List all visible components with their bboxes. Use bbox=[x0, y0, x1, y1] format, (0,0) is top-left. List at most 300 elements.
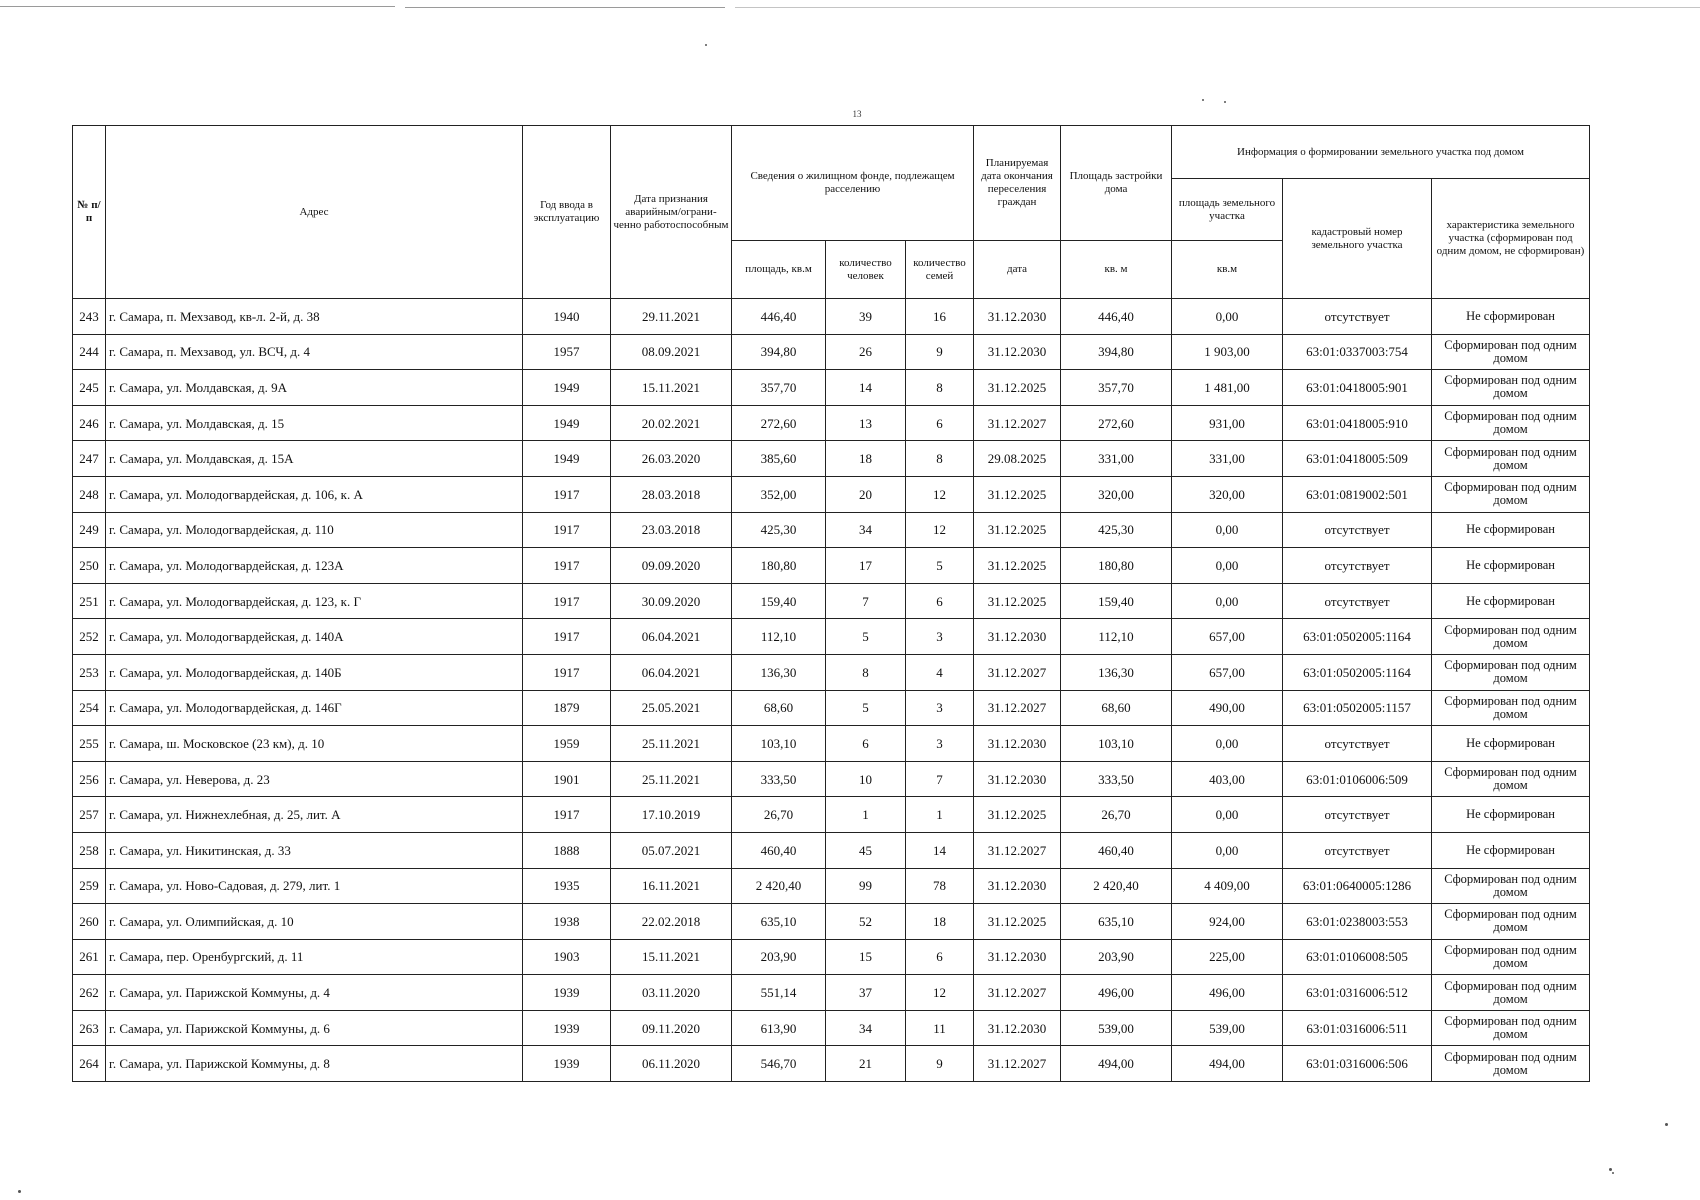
cadastral-number-cell: отсутствует bbox=[1283, 797, 1432, 833]
address-cell: г. Самара, п. Мехзавод, кв-л. 2-й, д. 38 bbox=[106, 299, 523, 335]
family-count-cell: 11 bbox=[906, 1010, 974, 1046]
land-status-cell: Сформирован под одним домом bbox=[1432, 654, 1590, 690]
people-count-cell: 20 bbox=[826, 476, 906, 512]
relocation-date-cell: 31.12.2027 bbox=[974, 832, 1061, 868]
relocation-date-cell: 31.12.2025 bbox=[974, 370, 1061, 406]
building-area-cell: 539,00 bbox=[1061, 1010, 1172, 1046]
row-number-cell: 243 bbox=[73, 299, 106, 335]
building-area-cell: 331,00 bbox=[1061, 441, 1172, 477]
building-area-cell: 460,40 bbox=[1061, 832, 1172, 868]
building-area-cell: 394,80 bbox=[1061, 334, 1172, 370]
scan-edge-line bbox=[405, 7, 725, 8]
land-status-cell: Сформирован под одним домом bbox=[1432, 405, 1590, 441]
year-cell: 1917 bbox=[523, 654, 611, 690]
land-status-cell: Сформирован под одним домом bbox=[1432, 868, 1590, 904]
table-row bbox=[73, 797, 1590, 833]
year-cell: 1939 bbox=[523, 975, 611, 1011]
year-cell: 1879 bbox=[523, 690, 611, 726]
cadastral-number-cell: 63:01:0106006:509 bbox=[1283, 761, 1432, 797]
table-row bbox=[73, 1046, 1590, 1082]
area-cell: 635,10 bbox=[732, 904, 826, 940]
date-recognized-cell: 06.04.2021 bbox=[611, 654, 732, 690]
people-count-cell: 26 bbox=[826, 334, 906, 370]
date-recognized-cell: 06.04.2021 bbox=[611, 619, 732, 655]
date-recognized-cell: 06.11.2020 bbox=[611, 1046, 732, 1082]
area-cell: 112,10 bbox=[732, 619, 826, 655]
year-cell: 1917 bbox=[523, 476, 611, 512]
row-number-cell: 255 bbox=[73, 726, 106, 762]
relocation-date-cell: 31.12.2030 bbox=[974, 619, 1061, 655]
table-row bbox=[73, 299, 1590, 335]
header-area: площадь, кв.м bbox=[732, 241, 826, 299]
date-recognized-cell: 16.11.2021 bbox=[611, 868, 732, 904]
scan-speck bbox=[1612, 1172, 1614, 1174]
building-area-cell: 159,40 bbox=[1061, 583, 1172, 619]
date-recognized-cell: 08.09.2021 bbox=[611, 334, 732, 370]
land-area-cell: 657,00 bbox=[1172, 619, 1283, 655]
header-land-characteristic: характеристика земельного участка (сформирован под одним домом, не сформирован) bbox=[1432, 179, 1590, 299]
land-status-cell: Сформирован под одним домом bbox=[1432, 1046, 1590, 1082]
address-cell: г. Самара, ул. Молодогвардейская, д. 140Б bbox=[106, 654, 523, 690]
land-area-cell: 0,00 bbox=[1172, 583, 1283, 619]
area-cell: 546,70 bbox=[732, 1046, 826, 1082]
building-area-cell: 136,30 bbox=[1061, 654, 1172, 690]
land-area-cell: 494,00 bbox=[1172, 1046, 1283, 1082]
land-status-cell: Сформирован под одним домом bbox=[1432, 975, 1590, 1011]
year-cell: 1949 bbox=[523, 405, 611, 441]
area-cell: 446,40 bbox=[732, 299, 826, 335]
land-area-cell: 539,00 bbox=[1172, 1010, 1283, 1046]
cadastral-number-cell: 63:01:0316006:512 bbox=[1283, 975, 1432, 1011]
land-status-cell: Не сформирован bbox=[1432, 726, 1590, 762]
address-cell: г. Самара, ул. Никитинская, д. 33 bbox=[106, 832, 523, 868]
land-area-cell: 0,00 bbox=[1172, 832, 1283, 868]
address-cell: г. Самара, ул. Парижской Коммуны, д. 6 bbox=[106, 1010, 523, 1046]
table-row bbox=[73, 370, 1590, 406]
relocation-date-cell: 31.12.2030 bbox=[974, 726, 1061, 762]
cadastral-number-cell: 63:01:0316006:511 bbox=[1283, 1010, 1432, 1046]
address-cell: г. Самара, ул. Нижнехлебная, д. 25, лит. А bbox=[106, 797, 523, 833]
building-area-cell: 2 420,40 bbox=[1061, 868, 1172, 904]
people-count-cell: 7 bbox=[826, 583, 906, 619]
family-count-cell: 6 bbox=[906, 405, 974, 441]
cadastral-number-cell: 63:01:0418005:509 bbox=[1283, 441, 1432, 477]
date-recognized-cell: 03.11.2020 bbox=[611, 975, 732, 1011]
cadastral-number-cell: 63:01:0502005:1164 bbox=[1283, 654, 1432, 690]
row-number-cell: 263 bbox=[73, 1010, 106, 1046]
address-cell: г. Самара, ул. Неверова, д. 23 bbox=[106, 761, 523, 797]
area-cell: 2 420,40 bbox=[732, 868, 826, 904]
row-number-cell: 244 bbox=[73, 334, 106, 370]
cadastral-number-cell: 63:01:0418005:901 bbox=[1283, 370, 1432, 406]
row-number-cell: 246 bbox=[73, 405, 106, 441]
family-count-cell: 8 bbox=[906, 370, 974, 406]
address-cell: г. Самара, ул. Молдавская, д. 9А bbox=[106, 370, 523, 406]
land-status-cell: Сформирован под одним домом bbox=[1432, 939, 1590, 975]
date-recognized-cell: 25.05.2021 bbox=[611, 690, 732, 726]
scan-speck bbox=[1202, 99, 1204, 101]
year-cell: 1938 bbox=[523, 904, 611, 940]
land-area-cell: 320,00 bbox=[1172, 476, 1283, 512]
building-area-cell: 272,60 bbox=[1061, 405, 1172, 441]
address-cell: г. Самара, ул. Молдавская, д. 15 bbox=[106, 405, 523, 441]
header-land-group: Информация о формировании земельного участка под домом bbox=[1172, 126, 1590, 179]
land-status-cell: Не сформирован bbox=[1432, 832, 1590, 868]
table-row bbox=[73, 761, 1590, 797]
row-number-cell: 245 bbox=[73, 370, 106, 406]
land-area-cell: 0,00 bbox=[1172, 726, 1283, 762]
year-cell: 1917 bbox=[523, 619, 611, 655]
row-number-cell: 250 bbox=[73, 548, 106, 584]
cadastral-number-cell: отсутствует bbox=[1283, 512, 1432, 548]
address-cell: г. Самара, ул. Парижской Коммуны, д. 4 bbox=[106, 975, 523, 1011]
table-row bbox=[73, 334, 1590, 370]
relocation-date-cell: 31.12.2030 bbox=[974, 299, 1061, 335]
scan-speck bbox=[1609, 1168, 1612, 1171]
family-count-cell: 8 bbox=[906, 441, 974, 477]
table-row bbox=[73, 619, 1590, 655]
building-area-cell: 103,10 bbox=[1061, 726, 1172, 762]
year-cell: 1939 bbox=[523, 1046, 611, 1082]
year-cell: 1903 bbox=[523, 939, 611, 975]
land-status-cell: Сформирован под одним домом bbox=[1432, 619, 1590, 655]
year-cell: 1957 bbox=[523, 334, 611, 370]
building-area-cell: 496,00 bbox=[1061, 975, 1172, 1011]
table-row bbox=[73, 405, 1590, 441]
header-relocation-planned: Планируемая дата окончания переселения граждан bbox=[974, 126, 1061, 241]
cadastral-number-cell: отсутствует bbox=[1283, 299, 1432, 335]
relocation-date-cell: 31.12.2027 bbox=[974, 690, 1061, 726]
people-count-cell: 5 bbox=[826, 619, 906, 655]
scan-speck bbox=[705, 44, 707, 46]
header-year-commissioned: Год ввода в эксплуатацию bbox=[523, 126, 611, 299]
people-count-cell: 10 bbox=[826, 761, 906, 797]
row-number-cell: 258 bbox=[73, 832, 106, 868]
header-people-count: количество человек bbox=[826, 241, 906, 299]
scan-edge-line bbox=[735, 7, 1700, 8]
relocation-date-cell: 31.12.2027 bbox=[974, 654, 1061, 690]
table-row bbox=[73, 441, 1590, 477]
cadastral-number-cell: 63:01:0502005:1164 bbox=[1283, 619, 1432, 655]
date-recognized-cell: 30.09.2020 bbox=[611, 583, 732, 619]
family-count-cell: 78 bbox=[906, 868, 974, 904]
year-cell: 1917 bbox=[523, 797, 611, 833]
building-area-cell: 357,70 bbox=[1061, 370, 1172, 406]
table-row bbox=[73, 904, 1590, 940]
address-cell: г. Самара, ул. Молодогвардейская, д. 140А bbox=[106, 619, 523, 655]
family-count-cell: 7 bbox=[906, 761, 974, 797]
row-number-cell: 261 bbox=[73, 939, 106, 975]
building-area-cell: 203,90 bbox=[1061, 939, 1172, 975]
land-area-cell: 403,00 bbox=[1172, 761, 1283, 797]
year-cell: 1940 bbox=[523, 299, 611, 335]
people-count-cell: 34 bbox=[826, 1010, 906, 1046]
people-count-cell: 21 bbox=[826, 1046, 906, 1082]
people-count-cell: 1 bbox=[826, 797, 906, 833]
cadastral-number-cell: отсутствует bbox=[1283, 583, 1432, 619]
area-cell: 68,60 bbox=[732, 690, 826, 726]
address-cell: г. Самара, ул. Молодогвардейская, д. 106, к. А bbox=[106, 476, 523, 512]
building-area-cell: 26,70 bbox=[1061, 797, 1172, 833]
year-cell: 1949 bbox=[523, 441, 611, 477]
land-area-cell: 0,00 bbox=[1172, 797, 1283, 833]
land-status-cell: Сформирован под одним домом bbox=[1432, 441, 1590, 477]
header-row-number: № п/п bbox=[73, 126, 106, 299]
family-count-cell: 5 bbox=[906, 548, 974, 584]
people-count-cell: 18 bbox=[826, 441, 906, 477]
family-count-cell: 12 bbox=[906, 512, 974, 548]
area-cell: 272,60 bbox=[732, 405, 826, 441]
building-area-cell: 68,60 bbox=[1061, 690, 1172, 726]
table-row bbox=[73, 512, 1590, 548]
table-row bbox=[73, 832, 1590, 868]
relocation-date-cell: 31.12.2025 bbox=[974, 512, 1061, 548]
family-count-cell: 3 bbox=[906, 726, 974, 762]
cadastral-number-cell: 63:01:0502005:1157 bbox=[1283, 690, 1432, 726]
family-count-cell: 14 bbox=[906, 832, 974, 868]
building-area-cell: 635,10 bbox=[1061, 904, 1172, 940]
date-recognized-cell: 22.02.2018 bbox=[611, 904, 732, 940]
address-cell: г. Самара, ул. Молдавская, д. 15А bbox=[106, 441, 523, 477]
land-status-cell: Сформирован под одним домом bbox=[1432, 761, 1590, 797]
page-number: 13 bbox=[852, 109, 862, 119]
family-count-cell: 12 bbox=[906, 476, 974, 512]
relocation-date-cell: 31.12.2025 bbox=[974, 476, 1061, 512]
land-area-cell: 1 903,00 bbox=[1172, 334, 1283, 370]
family-count-cell: 18 bbox=[906, 904, 974, 940]
date-recognized-cell: 15.11.2021 bbox=[611, 939, 732, 975]
address-cell: г. Самара, ул. Ново-Садовая, д. 279, лит. 1 bbox=[106, 868, 523, 904]
row-number-cell: 260 bbox=[73, 904, 106, 940]
family-count-cell: 3 bbox=[906, 619, 974, 655]
date-recognized-cell: 17.10.2019 bbox=[611, 797, 732, 833]
table-row bbox=[73, 868, 1590, 904]
land-area-cell: 924,00 bbox=[1172, 904, 1283, 940]
header-building-area: Площадь застройки дома bbox=[1061, 126, 1172, 241]
row-number-cell: 262 bbox=[73, 975, 106, 1011]
table-row bbox=[73, 1010, 1590, 1046]
emergency-housing-table bbox=[72, 125, 1590, 1082]
row-number-cell: 253 bbox=[73, 654, 106, 690]
land-area-cell: 0,00 bbox=[1172, 548, 1283, 584]
header-relocation-date: дата bbox=[974, 241, 1061, 299]
address-cell: г. Самара, ул. Олимпийская, д. 10 bbox=[106, 904, 523, 940]
date-recognized-cell: 09.11.2020 bbox=[611, 1010, 732, 1046]
date-recognized-cell: 09.09.2020 bbox=[611, 548, 732, 584]
building-area-cell: 446,40 bbox=[1061, 299, 1172, 335]
land-status-cell: Не сформирован bbox=[1432, 548, 1590, 584]
relocation-date-cell: 29.08.2025 bbox=[974, 441, 1061, 477]
relocation-date-cell: 31.12.2030 bbox=[974, 334, 1061, 370]
people-count-cell: 39 bbox=[826, 299, 906, 335]
area-cell: 103,10 bbox=[732, 726, 826, 762]
cadastral-number-cell: отсутствует bbox=[1283, 548, 1432, 584]
year-cell: 1888 bbox=[523, 832, 611, 868]
land-area-cell: 496,00 bbox=[1172, 975, 1283, 1011]
area-cell: 180,80 bbox=[732, 548, 826, 584]
table-row bbox=[73, 939, 1590, 975]
relocation-date-cell: 31.12.2030 bbox=[974, 761, 1061, 797]
row-number-cell: 247 bbox=[73, 441, 106, 477]
people-count-cell: 8 bbox=[826, 654, 906, 690]
family-count-cell: 4 bbox=[906, 654, 974, 690]
relocation-date-cell: 31.12.2025 bbox=[974, 904, 1061, 940]
relocation-date-cell: 31.12.2025 bbox=[974, 583, 1061, 619]
land-status-cell: Не сформирован bbox=[1432, 512, 1590, 548]
header-address: Адрес bbox=[106, 126, 523, 299]
family-count-cell: 6 bbox=[906, 939, 974, 975]
land-status-cell: Сформирован под одним домом bbox=[1432, 476, 1590, 512]
land-area-cell: 331,00 bbox=[1172, 441, 1283, 477]
header-cadastral-number: кадастровый номер земельного участка bbox=[1283, 179, 1432, 299]
date-recognized-cell: 25.11.2021 bbox=[611, 761, 732, 797]
row-number-cell: 254 bbox=[73, 690, 106, 726]
year-cell: 1939 bbox=[523, 1010, 611, 1046]
family-count-cell: 6 bbox=[906, 583, 974, 619]
area-cell: 385,60 bbox=[732, 441, 826, 477]
header-building-area-unit: кв. м bbox=[1061, 241, 1172, 299]
address-cell: г. Самара, п. Мехзавод, ул. ВСЧ, д. 4 bbox=[106, 334, 523, 370]
building-area-cell: 112,10 bbox=[1061, 619, 1172, 655]
table-row bbox=[73, 583, 1590, 619]
row-number-cell: 264 bbox=[73, 1046, 106, 1082]
people-count-cell: 17 bbox=[826, 548, 906, 584]
land-status-cell: Сформирован под одним домом bbox=[1432, 334, 1590, 370]
land-area-cell: 657,00 bbox=[1172, 654, 1283, 690]
people-count-cell: 13 bbox=[826, 405, 906, 441]
row-number-cell: 257 bbox=[73, 797, 106, 833]
land-area-cell: 0,00 bbox=[1172, 299, 1283, 335]
date-recognized-cell: 23.03.2018 bbox=[611, 512, 732, 548]
relocation-date-cell: 31.12.2030 bbox=[974, 939, 1061, 975]
relocation-date-cell: 31.12.2025 bbox=[974, 548, 1061, 584]
family-count-cell: 9 bbox=[906, 334, 974, 370]
relocation-date-cell: 31.12.2030 bbox=[974, 1010, 1061, 1046]
scan-edge-line bbox=[0, 6, 395, 7]
area-cell: 333,50 bbox=[732, 761, 826, 797]
relocation-date-cell: 31.12.2025 bbox=[974, 797, 1061, 833]
table-row bbox=[73, 975, 1590, 1011]
cadastral-number-cell: 63:01:0819002:501 bbox=[1283, 476, 1432, 512]
land-status-cell: Не сформирован bbox=[1432, 299, 1590, 335]
year-cell: 1949 bbox=[523, 370, 611, 406]
cadastral-number-cell: 63:01:0238003:553 bbox=[1283, 904, 1432, 940]
land-status-cell: Сформирован под одним домом bbox=[1432, 1010, 1590, 1046]
year-cell: 1917 bbox=[523, 512, 611, 548]
area-cell: 551,14 bbox=[732, 975, 826, 1011]
family-count-cell: 12 bbox=[906, 975, 974, 1011]
family-count-cell: 3 bbox=[906, 690, 974, 726]
cadastral-number-cell: отсутствует bbox=[1283, 832, 1432, 868]
row-number-cell: 256 bbox=[73, 761, 106, 797]
people-count-cell: 14 bbox=[826, 370, 906, 406]
land-area-cell: 225,00 bbox=[1172, 939, 1283, 975]
year-cell: 1959 bbox=[523, 726, 611, 762]
address-cell: г. Самара, ул. Молодогвардейская, д. 146Г bbox=[106, 690, 523, 726]
land-status-cell: Не сформирован bbox=[1432, 797, 1590, 833]
relocation-date-cell: 31.12.2027 bbox=[974, 1046, 1061, 1082]
header-land-area-unit: кв.м bbox=[1172, 241, 1283, 299]
people-count-cell: 99 bbox=[826, 868, 906, 904]
area-cell: 460,40 bbox=[732, 832, 826, 868]
area-cell: 425,30 bbox=[732, 512, 826, 548]
area-cell: 357,70 bbox=[732, 370, 826, 406]
table-body bbox=[73, 299, 1590, 1082]
date-recognized-cell: 25.11.2021 bbox=[611, 726, 732, 762]
address-cell: г. Самара, пер. Оренбургский, д. 11 bbox=[106, 939, 523, 975]
row-number-cell: 251 bbox=[73, 583, 106, 619]
area-cell: 159,40 bbox=[732, 583, 826, 619]
header-date-recognized: Дата признания аварийным/ограни-ченно работоспособным bbox=[611, 126, 732, 299]
scan-speck bbox=[1224, 101, 1226, 103]
table-row bbox=[73, 654, 1590, 690]
land-status-cell: Сформирован под одним домом bbox=[1432, 370, 1590, 406]
table-row bbox=[73, 690, 1590, 726]
family-count-cell: 1 bbox=[906, 797, 974, 833]
date-recognized-cell: 20.02.2021 bbox=[611, 405, 732, 441]
relocation-date-cell: 31.12.2027 bbox=[974, 405, 1061, 441]
year-cell: 1901 bbox=[523, 761, 611, 797]
family-count-cell: 16 bbox=[906, 299, 974, 335]
address-cell: г. Самара, ул. Молодогвардейская, д. 110 bbox=[106, 512, 523, 548]
people-count-cell: 45 bbox=[826, 832, 906, 868]
cadastral-number-cell: 63:01:0106008:505 bbox=[1283, 939, 1432, 975]
land-status-cell: Не сформирован bbox=[1432, 583, 1590, 619]
header-family-count: количество семей bbox=[906, 241, 974, 299]
people-count-cell: 6 bbox=[826, 726, 906, 762]
date-recognized-cell: 28.03.2018 bbox=[611, 476, 732, 512]
cadastral-number-cell: 63:01:0337003:754 bbox=[1283, 334, 1432, 370]
table-row bbox=[73, 476, 1590, 512]
land-status-cell: Сформирован под одним домом bbox=[1432, 690, 1590, 726]
row-number-cell: 248 bbox=[73, 476, 106, 512]
year-cell: 1917 bbox=[523, 583, 611, 619]
row-number-cell: 249 bbox=[73, 512, 106, 548]
scan-speck bbox=[1665, 1123, 1668, 1126]
area-cell: 26,70 bbox=[732, 797, 826, 833]
year-cell: 1935 bbox=[523, 868, 611, 904]
building-area-cell: 425,30 bbox=[1061, 512, 1172, 548]
header-housing-group: Сведения о жилищном фонде, подлежащем расселению bbox=[732, 126, 974, 241]
cadastral-number-cell: 63:01:0316006:506 bbox=[1283, 1046, 1432, 1082]
area-cell: 136,30 bbox=[732, 654, 826, 690]
land-status-cell: Сформирован под одним домом bbox=[1432, 904, 1590, 940]
cadastral-number-cell: 63:01:0640005:1286 bbox=[1283, 868, 1432, 904]
land-area-cell: 490,00 bbox=[1172, 690, 1283, 726]
land-area-cell: 0,00 bbox=[1172, 512, 1283, 548]
area-cell: 394,80 bbox=[732, 334, 826, 370]
date-recognized-cell: 15.11.2021 bbox=[611, 370, 732, 406]
address-cell: г. Самара, ул. Молодогвардейская, д. 123А bbox=[106, 548, 523, 584]
address-cell: г. Самара, ул. Молодогвардейская, д. 123, к. Г bbox=[106, 583, 523, 619]
row-number-cell: 259 bbox=[73, 868, 106, 904]
building-area-cell: 320,00 bbox=[1061, 476, 1172, 512]
family-count-cell: 9 bbox=[906, 1046, 974, 1082]
row-number-cell: 252 bbox=[73, 619, 106, 655]
address-cell: г. Самара, ш. Московское (23 км), д. 10 bbox=[106, 726, 523, 762]
land-area-cell: 1 481,00 bbox=[1172, 370, 1283, 406]
address-cell: г. Самара, ул. Парижской Коммуны, д. 8 bbox=[106, 1046, 523, 1082]
table-row bbox=[73, 726, 1590, 762]
cadastral-number-cell: отсутствует bbox=[1283, 726, 1432, 762]
header-land-area: площадь земельного участка bbox=[1172, 179, 1283, 241]
people-count-cell: 37 bbox=[826, 975, 906, 1011]
year-cell: 1917 bbox=[523, 548, 611, 584]
building-area-cell: 494,00 bbox=[1061, 1046, 1172, 1082]
date-recognized-cell: 29.11.2021 bbox=[611, 299, 732, 335]
land-area-cell: 931,00 bbox=[1172, 405, 1283, 441]
area-cell: 613,90 bbox=[732, 1010, 826, 1046]
